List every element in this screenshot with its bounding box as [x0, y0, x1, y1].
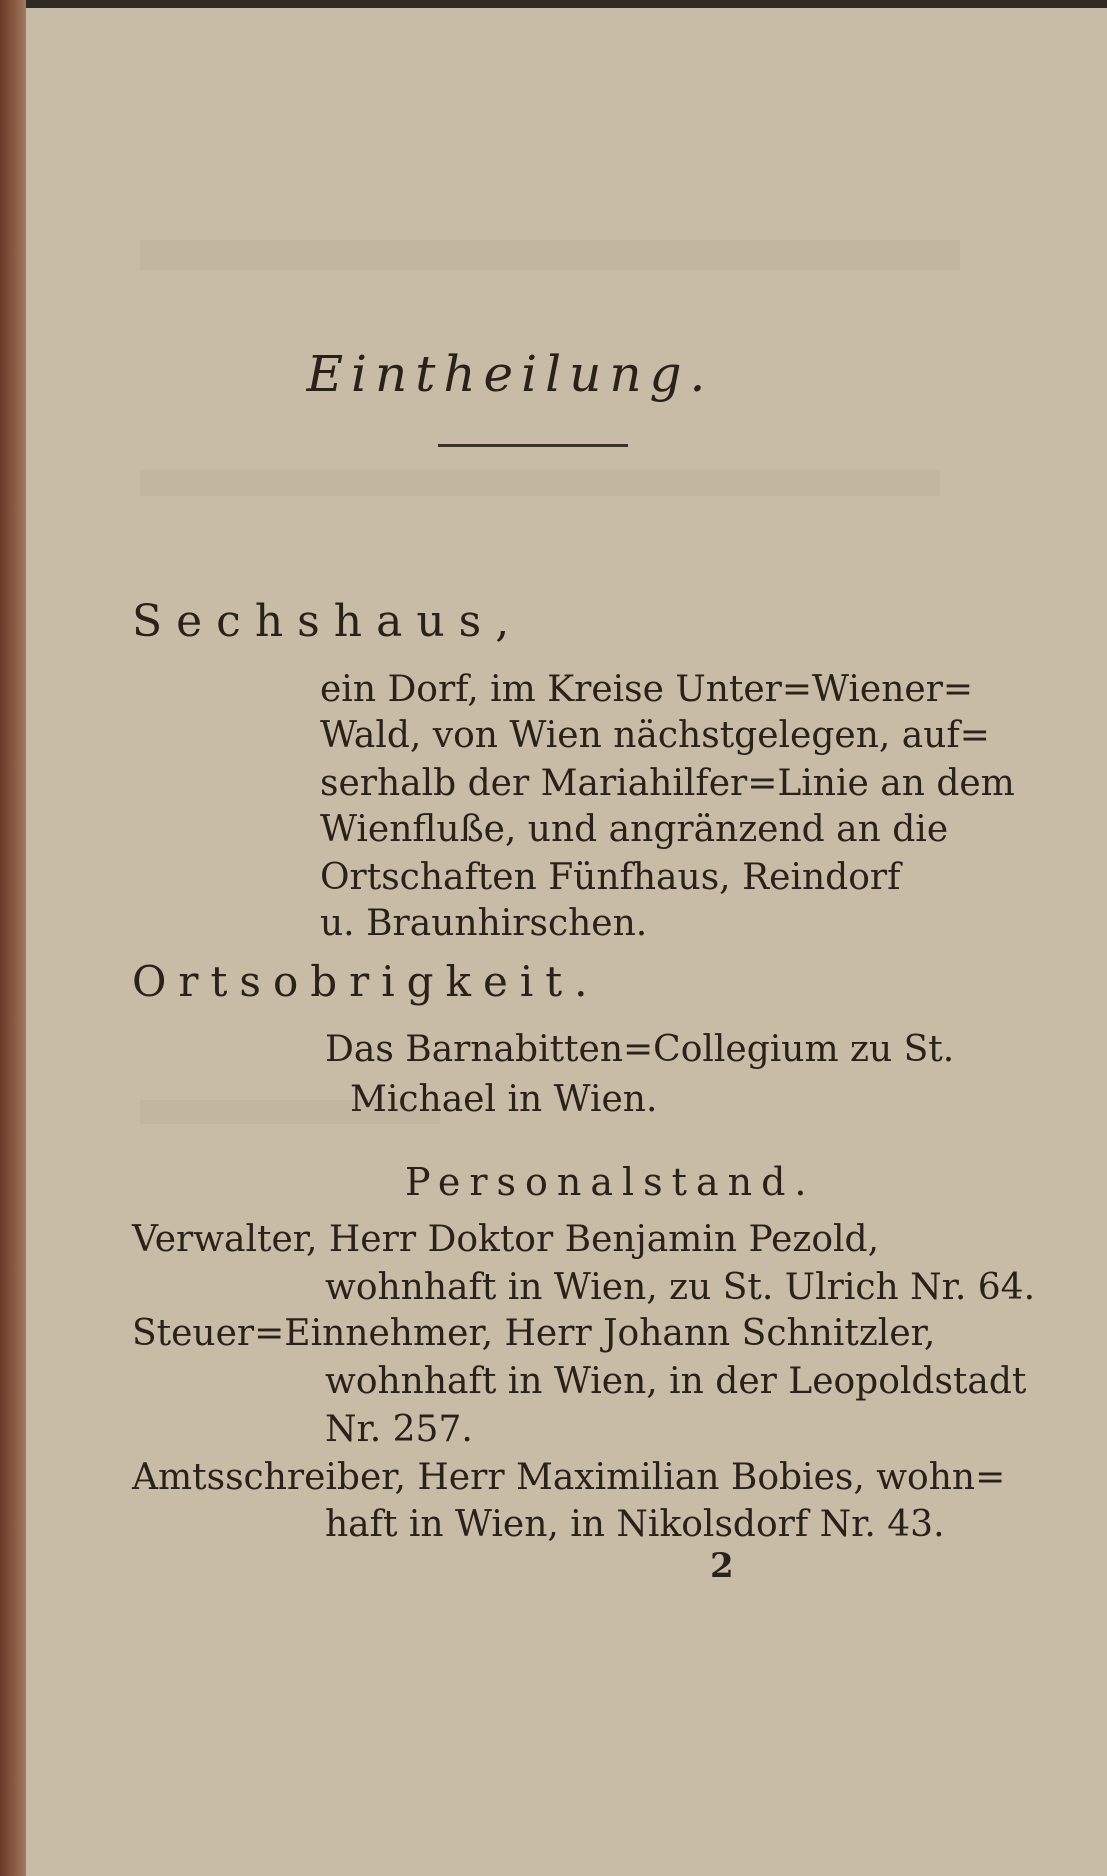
place-description-line: serhalb der Mariahilfer=Linie an dem [320, 763, 1015, 804]
personnel-entry-line: Steuer=Einnehmer, Herr Johann Schnitzler, [132, 1313, 936, 1354]
personnel-entry-line: wohnhaft in Wien, zu St. Ulrich Nr. 64. [325, 1267, 1036, 1308]
place-description-line: Wald, von Wien nächstgelegen, auf= [320, 715, 990, 756]
place-description-line: u. Braunhirschen. [320, 903, 648, 944]
page-top-edge [0, 0, 1107, 8]
show-through-smudge [140, 470, 940, 496]
authority-line: Das Barnabitten=Collegium zu St. [325, 1029, 955, 1070]
book-binding-edge [0, 0, 26, 1876]
place-description-line: Ortschaften Fünfhaus, Reindorf [320, 857, 901, 898]
place-description-line: ein Dorf, im Kreise Unter=Wiener= [320, 669, 974, 710]
place-name: Sechshaus, [132, 596, 524, 647]
show-through-smudge [140, 240, 960, 270]
personnel-entry-line: Nr. 257. [325, 1409, 473, 1450]
authority-line: Michael in Wien. [350, 1079, 658, 1120]
authority-label: Ortsobrigkeit. [132, 957, 600, 1006]
personnel-heading: Personalstand. [405, 1160, 816, 1204]
personnel-entry-line: Amtsschreiber, Herr Maximilian Bobies, wohn= [132, 1457, 1006, 1498]
personnel-entry-line: wohnhaft in Wien, in der Leopoldstadt [325, 1361, 1027, 1402]
place-description-line: Wienfluße, und angränzend an die [320, 809, 949, 850]
personnel-entry-line: Verwalter, Herr Doktor Benjamin Pezold, [132, 1219, 880, 1260]
personnel-entry-line: haft in Wien, in Nikolsdorf Nr. 43. [325, 1504, 945, 1545]
signature-mark: 2 [710, 1546, 734, 1586]
page-heading: Eintheilung. [306, 345, 714, 403]
heading-rule [438, 444, 628, 447]
